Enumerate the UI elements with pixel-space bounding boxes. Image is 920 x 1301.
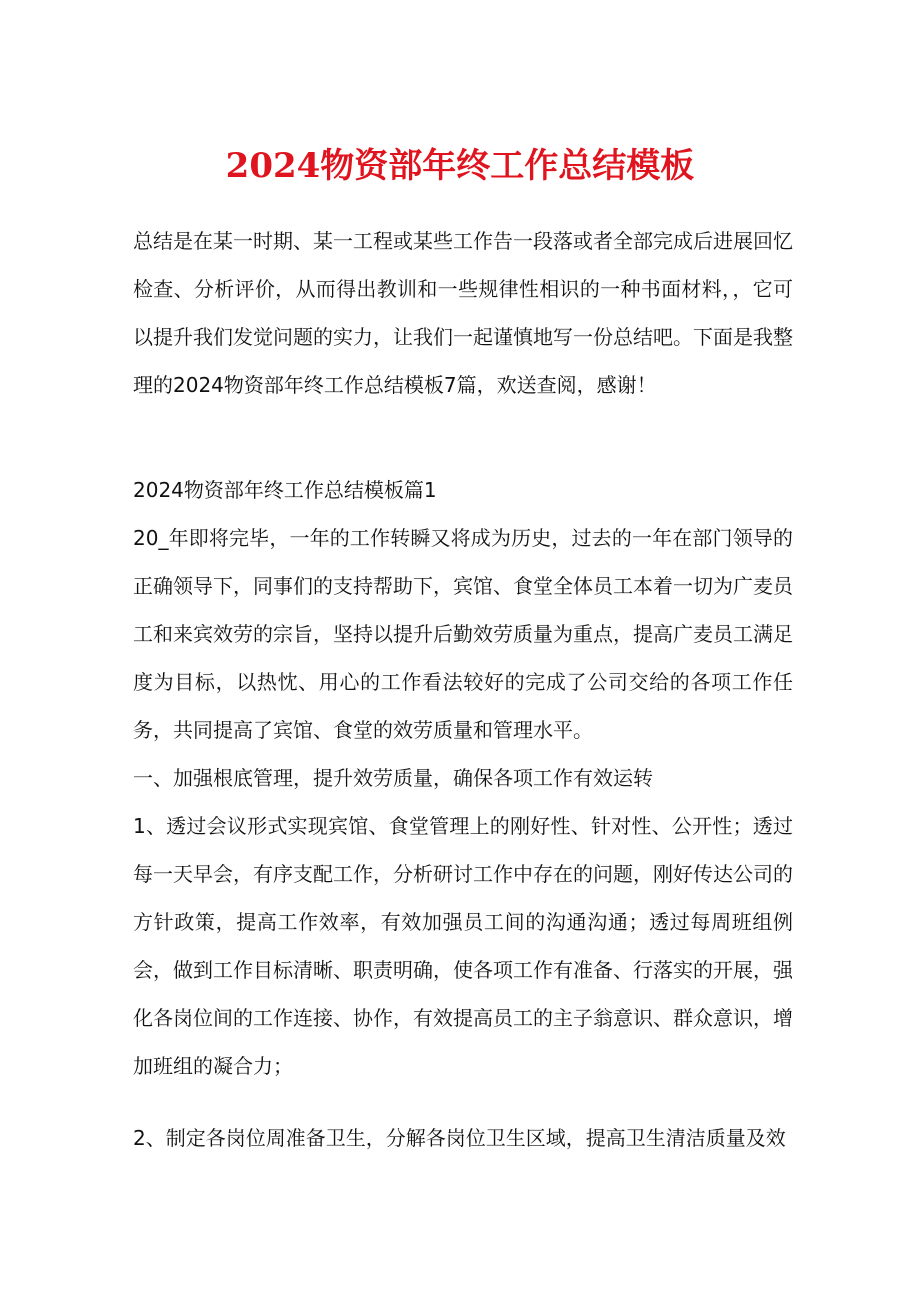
body-paragraph: 20_年即将完毕，一年的工作转瞬又将成为历史，过去的一年在部门领导的正确领导下，同事们的支持帮助下，宾馆、食堂全体员工本着一切为广麦员工和来宾效劳的宗旨，坚持以提升后勤效劳质量为重点，提高广麦员工满足度为目标，以热忱、用心的工作看法较好的完成了公司交给的各项工作任务，共同提高了宾馆、食堂的效劳质量和管理水平。 bbox=[133, 526, 793, 742]
subheading: 一、加强根底管理，提升效劳质量，确保各项工作有效运转 bbox=[133, 766, 653, 790]
list-item: 2、制定各岗位周准备卫生，分解各岗位卫生区域，提高卫生清洁质量及效 bbox=[133, 1126, 786, 1150]
intro-paragraph: 总结是在某一时期、某一工程或某些工作告一段落或者全部完成后进展回忆检查、分析评价，从而得出教训和一些规律性相识的一种书面材料，，它可以提升我们发觉问题的实力，让我们一起谨慎地写一份总结吧。下面是我整理的2024物资部年终工作总结模板7篇，欢送查阅，感谢！ bbox=[133, 229, 793, 397]
document-title: 2024物资部年终工作总结模板 bbox=[225, 146, 695, 186]
section-heading: 2024物资部年终工作总结模板篇1 bbox=[133, 478, 437, 502]
list-item: 1、透过会议形式实现宾馆、食堂管理上的刚好性、针对性、公开性；透过每一天早会，有序支配工作，分析研讨工作中存在的问题，刚好传达公司的方针政策，提高工作效率，有效加强员工间的沟通沟通；透过每周班组例会，做到工作目标清晰、职责明确，使各项工作有准备、行落实的开展，强化各岗位间的工作连接、协作，有效提高员工的主子翁意识、群众意识，增加班组的凝合力； bbox=[133, 814, 793, 1078]
